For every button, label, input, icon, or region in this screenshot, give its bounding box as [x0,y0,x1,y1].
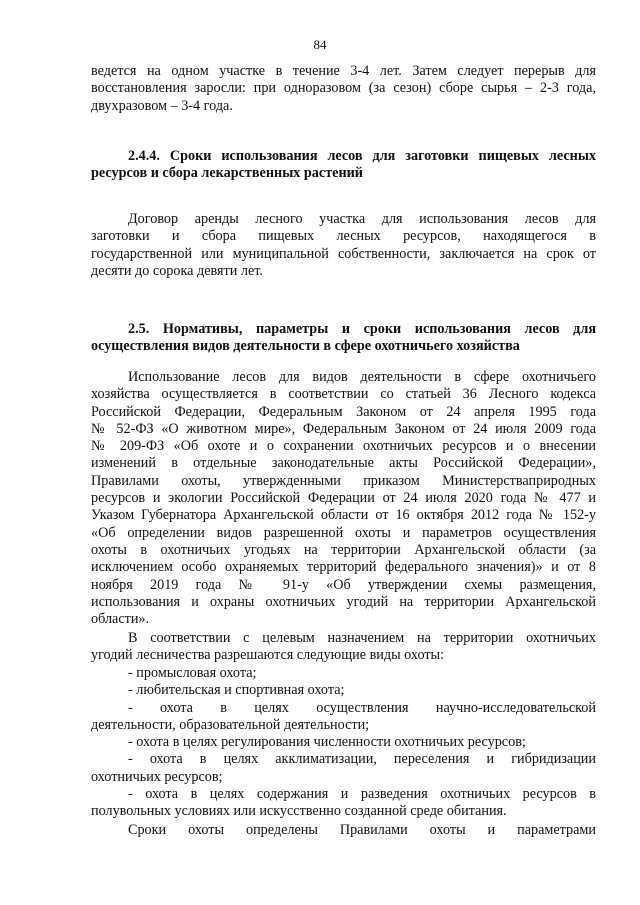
list-item-continuation: деятельности, образовательной деятельности; [91,716,370,733]
text-line: «Об определении видов разрешенной охоты и параметров осуществления [91,524,596,541]
list-item: - любительская и спортивная охота; [128,682,345,699]
heading-line: ресурсов и сбора лекарственных растений [91,165,363,182]
section-heading-2-4-4 [91,148,596,183]
intro-paragraph [91,63,596,115]
list-item: - охота в целях регулирования численности охотничьих ресурсов; [128,734,526,751]
permitted-hunting-intro [91,630,596,665]
text-line: государственной или муниципальной собственности, заключается на срок от [91,245,596,262]
text-line: Договор аренды лесного участка для использования лесов для [128,211,596,227]
list-item-continuation: охотничьих ресурсов; [91,768,223,785]
text-line: Сроки охоты определены Правилами охоты и параметрами [128,822,596,838]
text-line: Правилами охоты, утвержденными приказом Министерстваприродных [91,472,596,489]
text-line: области». [91,611,150,628]
text-line: ресурсов и экологии Российской Федерации от 24 июля 2020 года № 477 и [91,490,596,507]
text-line: двухразовом – 3-4 года. [91,97,233,114]
text-line: хозяйства осуществляется в соответствии со статьей 36 Лесного кодекса [91,386,596,403]
text-line: изменений в отдельные законодательные акты Российской Федерации», [91,455,596,472]
text-line: Использование лесов для видов деятельности в сфере охотничьего [128,369,596,385]
text-line: заготовки и сбора пищевых лесных ресурсов, находящегося в [91,228,596,245]
list-item: - охота в целях акклиматизации, переселения и гибридизации [128,751,596,768]
hunting-types-list [91,665,596,821]
list-item-continuation: полувольных условиях или искусственно созданной среде обитания. [91,803,507,820]
page-number: 84 [313,37,327,52]
text-line: угодий лесничества разрешаются следующие виды охоты: [91,647,445,664]
text-line: ноября 2019 года № 91-у «Об утверждении схемы размещения, [91,576,596,593]
text-line: ведется на одном участке в течение 3-4 лет. Затем следует перерыв для [91,63,596,79]
lease-term-paragraph [91,211,596,280]
hunting-terms-paragraph [91,822,596,839]
text-line: Указом Губернатора Архангельской области от 16 октября 2012 года № 152-у [91,507,596,524]
heading-line: 2.4.4. Сроки использования лесов для заготовки пищевых лесных [128,148,596,164]
text-line: охоты в охотничьих угодьях на территории Архангельской области (за [91,541,596,558]
text-line: В соответствии с целевым назначением на территории охотничьих [128,630,596,646]
list-item: - промысловая охота; [128,665,257,681]
text-line: Российской Федерации, Федеральным Законом от 24 апреля 1995 года [91,403,596,420]
section-heading-2-5 [91,321,596,356]
text-line: десяти до сорока девяти лет. [91,262,263,279]
heading-line: 2.5. Нормативы, параметры и сроки использования лесов для [128,321,596,337]
text-line: исключением особо охраняемых территорий федерального значения)» и от 8 [91,559,596,576]
text-line: № 52-ФЗ «О животном мире», Федеральным Законом от 24 июля 2009 года [91,420,596,437]
text-line: № 209-ФЗ «Об охоте и о сохранении охотничьих ресурсов и о внесении [91,438,596,455]
heading-line: осуществления видов деятельности в сфере охотничьего хозяйства [91,338,520,355]
list-item: - охота в целях осуществления научно-исследовательской [128,699,596,716]
text-line: восстановления заросли: при одноразовом (за сезон) сборе сырья – 2-3 года, [91,80,596,97]
text-line: использования и охраны охотничьих угодий на территории Архангельской [91,593,596,610]
hunting-legal-basis-paragraph [91,369,596,628]
list-item: - охота в целях содержания и разведения охотничьих ресурсов в [128,786,596,803]
